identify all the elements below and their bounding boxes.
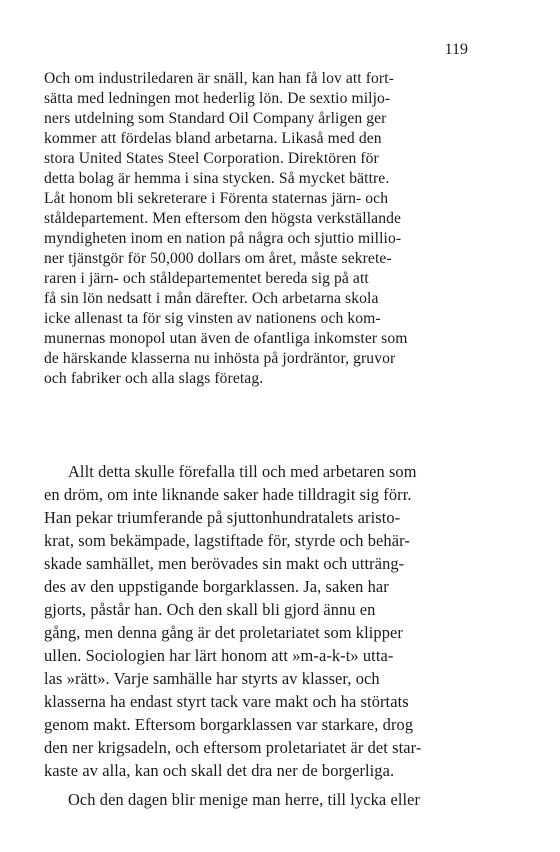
text-line: raren i järn- och ståldepartementet bereda sig på att	[44, 270, 369, 287]
text-line: Han pekar triumferande på sjuttonhundratalets aristo-	[44, 508, 401, 527]
text-line: Och den dagen blir menige man herre, till lycka eller	[68, 790, 421, 809]
text-line: detta bolag är hemma i sina stycken. Så mycket bättre.	[44, 170, 390, 187]
text-line: ståldepartement. Men eftersom den högsta verkställande	[44, 210, 402, 227]
text-line: munernas monopol utan även de ofantliga inkomster som	[44, 330, 408, 347]
page-number: 119	[444, 41, 468, 58]
text-line: klasserna ha endast styrt tack vare makt och ha störtats	[44, 692, 409, 711]
text-line: ullen. Sociologien har lärt honom att »m-a-k-t» utta-	[44, 646, 394, 665]
text-line: myndigheten inom en nation på några och sjuttio millio-	[44, 230, 402, 247]
text-line: ners utdelning som Standard Oil Company årligen ger	[44, 110, 387, 127]
text-line: den ner krigsadeln, och eftersom proletariatet är det star-	[44, 738, 422, 757]
text-line: des av den uppstigande borgarklassen. Ja, saken har	[44, 577, 389, 596]
text-line: genom makt. Eftersom borgarklassen var starkare, drog	[44, 715, 414, 734]
text-line: skade samhället, men berövades sin makt och utträng-	[44, 554, 405, 573]
text-line: icke allenast ta för sig vinsten av nationens och kom-	[44, 310, 381, 327]
text-line: sätta med ledningen mot hederlig lön. De sextio miljo-	[44, 90, 391, 107]
text-line: Allt detta skulle förefalla till och med arbetaren som	[68, 462, 417, 481]
text-line: kommer att fördelas bland arbetarna. Likaså med den	[44, 130, 382, 147]
text-line: en dröm, om inte liknande saker hade tilldragit sig förr.	[44, 485, 412, 504]
text-line: Och om industriledaren är snäll, kan han få lov att fort-	[44, 70, 394, 87]
text-line: gång, men denna gång är det proletariatet som klipper	[44, 623, 403, 642]
text-line: las »rätt». Varje samhälle har styrts av klasser, och	[44, 669, 380, 688]
text-line: få sin lön nedsatt i mån därefter. Och arbetarna skola	[44, 290, 379, 307]
text-line: krat, som bekämpade, lagstiftade för, styrde och behär-	[44, 531, 410, 550]
text-line: gjorts, påstår han. Och den skall bli gjord ännu en	[44, 600, 376, 619]
text-line: kaste av alla, kan och skall det dra ner de borgerliga.	[44, 761, 395, 780]
text-line: och fabriker och alla slags företag.	[44, 370, 264, 387]
text-line: Låt honom bli sekreterare i Förenta staternas järn- och	[44, 190, 389, 207]
text-line: de härskande klasserna nu inhösta på jordräntor, gruvor	[44, 350, 396, 367]
text-line: ner tjänstgör för 50,000 dollars om året, måste sekrete-	[44, 250, 392, 267]
text-line: stora United States Steel Corporation. Direktören för	[44, 150, 379, 167]
